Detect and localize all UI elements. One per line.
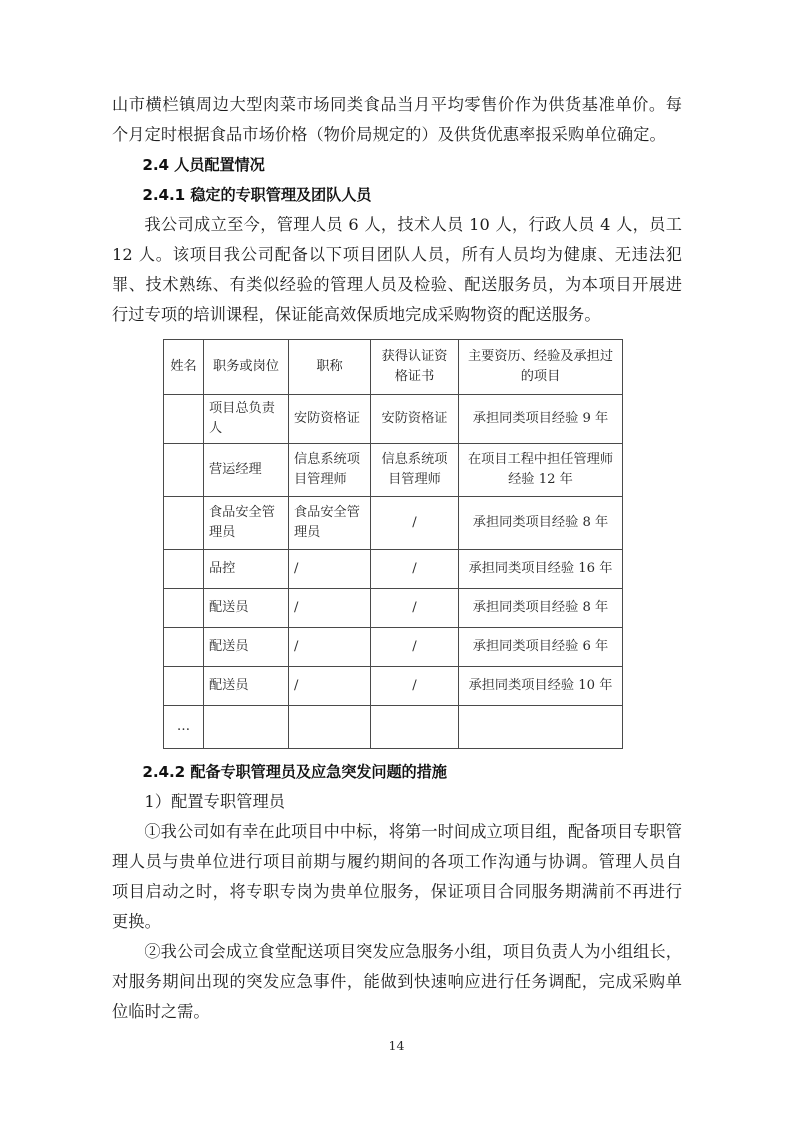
cell-experience: 承担同类项目经验 8 年 xyxy=(459,497,623,550)
cell-title: 安防资格证 xyxy=(289,395,371,444)
cell-experience: 承担同类项目经验 6 年 xyxy=(459,628,623,667)
page-content xyxy=(112,90,682,1027)
cell-title: 信息系统项目管理师 xyxy=(289,444,371,497)
cell-name xyxy=(164,667,204,706)
page-number: 14 xyxy=(388,1038,405,1053)
table-header-row xyxy=(164,340,623,395)
cell-cert: / xyxy=(371,628,459,667)
cell-title: / xyxy=(289,667,371,706)
column-header-experience: 主要资历、经验及承担过的项目 xyxy=(459,340,623,395)
heading-2-4: 2.4 人员配置情况 xyxy=(142,156,265,174)
staff-table-head xyxy=(164,340,623,395)
table-row xyxy=(164,395,623,444)
paragraph-staff-intro: 我公司成立至今，管理人员 6 人，技术人员 10 人，行政人员 4 人，员工 12 人。该项目我公司配备以下项目团队人员，所有人员均为健康、无违法犯罪、技术熟练、有类似经验的管理人员及检验、配送服务员，为本项目开展进行过专项的培训课程，保证能高效保质地完成采购物资的配送服务。 xyxy=(112,215,682,324)
cell-name xyxy=(164,550,204,589)
column-header-title: 职称 xyxy=(289,340,371,395)
column-header-post: 职务或岗位 xyxy=(204,340,289,395)
table-row xyxy=(164,550,623,589)
staff-table-container xyxy=(112,339,682,749)
cell-post: 项目总负责人 xyxy=(204,395,289,444)
cell-cert: / xyxy=(371,497,459,550)
cell-name xyxy=(164,589,204,628)
cell-name xyxy=(164,444,204,497)
cell-post: 配送员 xyxy=(204,628,289,667)
cell-post: 营运经理 xyxy=(204,444,289,497)
cell-experience: 承担同类项目经验 10 年 xyxy=(459,667,623,706)
cell-post: 配送员 xyxy=(204,589,289,628)
cell-cert: 信息系统项目管理师 xyxy=(371,444,459,497)
cell-experience xyxy=(459,706,623,749)
cell-title: / xyxy=(289,550,371,589)
cell-cert: / xyxy=(371,667,459,706)
table-row xyxy=(164,628,623,667)
table-row xyxy=(164,706,623,749)
cell-experience: 在项目工程中担任管理师经验 12 年 xyxy=(459,444,623,497)
table-row xyxy=(164,667,623,706)
cell-title: / xyxy=(289,628,371,667)
cell-name: … xyxy=(164,706,204,749)
cell-experience: 承担同类项目经验 9 年 xyxy=(459,395,623,444)
cell-cert: / xyxy=(371,589,459,628)
cell-post xyxy=(204,706,289,749)
cell-name xyxy=(164,395,204,444)
cell-name xyxy=(164,497,204,550)
cell-title xyxy=(289,706,371,749)
cell-experience: 承担同类项目经验 16 年 xyxy=(459,550,623,589)
column-header-name: 姓名 xyxy=(164,340,204,395)
staff-table-body xyxy=(164,395,623,749)
column-header-cert: 获得认证资格证书 xyxy=(371,340,459,395)
staff-table xyxy=(163,339,623,749)
paragraph-item-1-label: 1）配置专职管理员 xyxy=(144,792,286,811)
cell-cert: 安防资格证 xyxy=(371,395,459,444)
paragraph-intro: 山市横栏镇周边大型肉菜市场同类食品当月平均零售价作为供货基准单价。每个月定时根据食品市场价格（物价局规定的）及供货优惠率报采购单位确定。 xyxy=(112,95,682,144)
cell-cert xyxy=(371,706,459,749)
cell-title: / xyxy=(289,589,371,628)
cell-experience: 承担同类项目经验 8 年 xyxy=(459,589,623,628)
heading-2-4-2: 2.4.2 配备专职管理员及应急突发问题的措施 xyxy=(142,763,447,781)
paragraph-item-1-a: ①我公司如有幸在此项目中中标，将第一时间成立项目组，配备项目专职管理人员与贵单位进行项目前期与履约期间的各项工作沟通与协调。管理人员自项目启动之时，将专职专岗为贵单位服务，保证项目合同服务期满前不再进行更换。 xyxy=(112,822,682,931)
paragraph-item-1-b: ②我公司会成立食堂配送项目突发应急服务小组，项目负责人为小组组长，对服务期间出现的突发应急事件，能做到快速响应进行任务调配，完成采购单位临时之需。 xyxy=(112,942,682,1021)
table-row xyxy=(164,444,623,497)
cell-post: 配送员 xyxy=(204,667,289,706)
cell-post: 品控 xyxy=(204,550,289,589)
heading-2-4-1: 2.4.1 稳定的专职管理及团队人员 xyxy=(142,186,372,204)
cell-cert: / xyxy=(371,550,459,589)
cell-post: 食品安全管理员 xyxy=(204,497,289,550)
table-row xyxy=(164,589,623,628)
cell-name xyxy=(164,628,204,667)
cell-title: 食品安全管理员 xyxy=(289,497,371,550)
table-row xyxy=(164,497,623,550)
